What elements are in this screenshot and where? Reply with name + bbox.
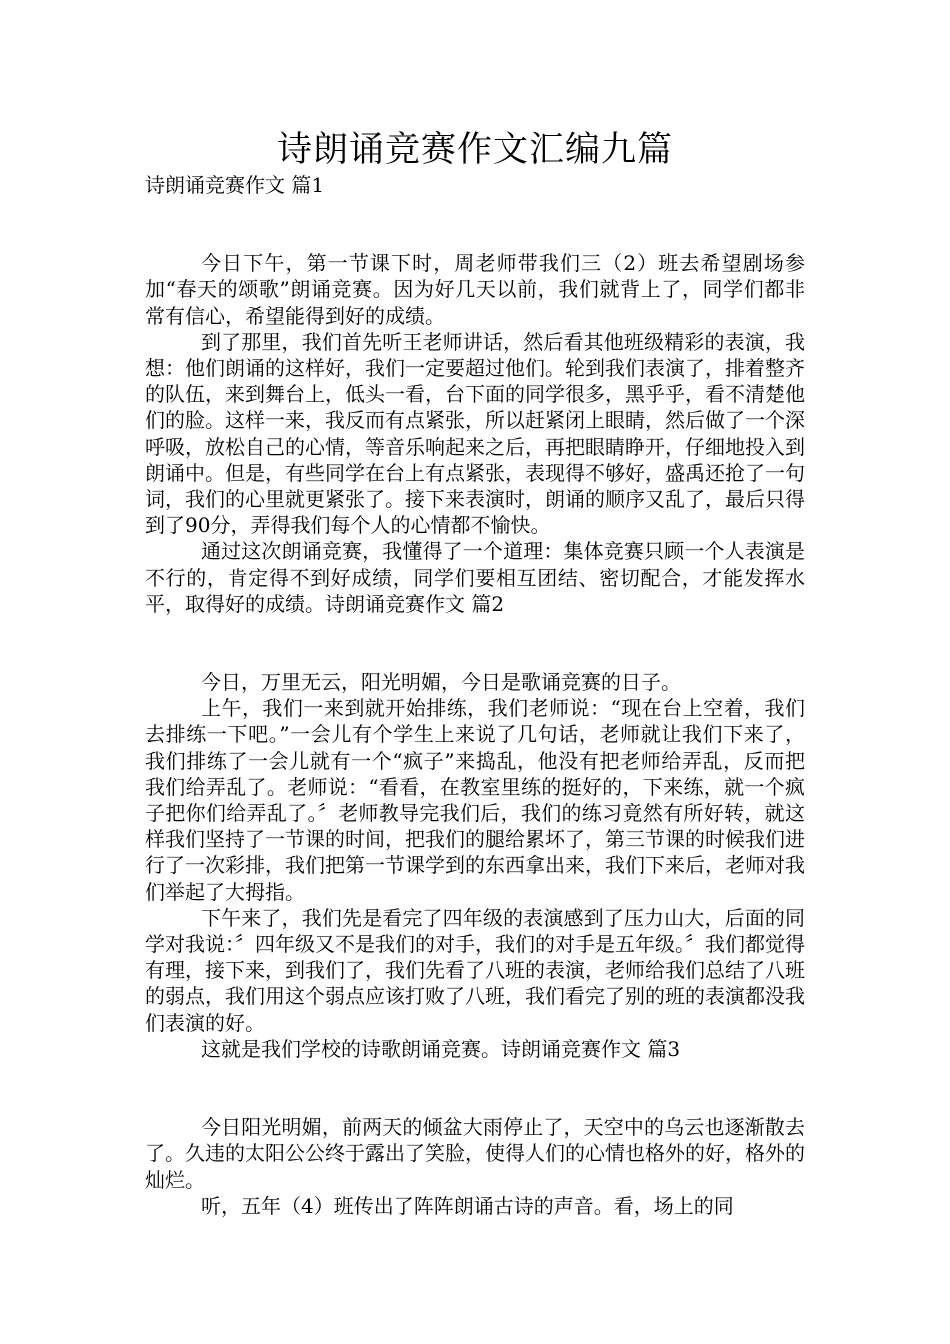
- paragraph-gap: [145, 1062, 805, 1114]
- paragraph: 今日下午，第一节课下时，周老师带我们三（2）班去希望剧场参加“春天的颂歌”朗诵竞赛。因为好几天以前，我们就背上了，同学们都非常有信心，希望能得到好的成绩。: [145, 251, 805, 328]
- paragraph-gap: [145, 198, 805, 250]
- section-heading: 诗朗诵竞赛作文 篇1: [145, 173, 325, 197]
- document-title: 诗朗诵竞赛作文汇编九篇: [276, 130, 673, 170]
- paragraph: 听，五年（4）班传出了阵阵朗诵古诗的声音。看，场上的同: [201, 1193, 734, 1218]
- paragraph: 这就是我们学校的诗歌朗诵竞赛。诗朗诵竞赛作文 篇3: [201, 1036, 681, 1061]
- paragraph: 今日，万里无云，阳光明媚，今日是歌诵竞赛的日子。: [201, 670, 681, 695]
- paragraph: 下午来了，我们先是看完了四年级的表演感到了压力山大，后面的同学对我说：〞四年级又不是我们的对手，我们的对手是五年级。〞我们都觉得有理，接下来，到我们了，我们先看了八班的表演，老师给我们总结了八班的弱点，我们用这个弱点应该打败了八班，我们看完了别的班的表演都没我们表演的好。: [145, 905, 805, 1035]
- paragraph-gap: [145, 617, 805, 669]
- paragraph: 通过这次朗诵竞赛，我懂得了一个道理：集体竞赛只顾一个人表演是不行的，肯定得不到好成绩，同学们要相互团结、密切配合，才能发挥水平，取得好的成绩。诗朗诵竞赛作文 篇2: [145, 539, 805, 616]
- paragraph: 上午，我们一来到就开始排练，我们老师说：“现在台上空着，我们去排练一下吧。”一会儿有个学生上来说了几句话，老师就让我们下来了，我们排练了一会儿就有一个“疯子”来捣乱，他没有把老师给弄乱，反而把我们给弄乱了。老师说：“看看，在教室里练的挺好的，下来练，就一个疯子把你们给弄乱了。〞老师教导完我们后，我们的练习竟然有所好转，就这样我们坚持了一节课的时间，把我们的腿给累坏了，第三节课的时候我们进行了一次彩排，我们把第一节课学到的东西拿出来，我们下来后，老师对我们举起了大拇指。: [145, 696, 805, 904]
- document-body: [145, 172, 805, 1219]
- paragraph: 今日阳光明媚，前两天的倾盆大雨停止了，天空中的乌云也逐渐散去了。久违的太阳公公终于露出了笑脸，使得人们的心情也格外的好，格外的灿烂。: [145, 1115, 805, 1192]
- paragraph: 到了那里，我们首先听王老师讲话，然后看其他班级精彩的表演，我想：他们朗诵的这样好，我们一定要超过他们。轮到我们表演了，排着整齐的队伍，来到舞台上，低头一看，台下面的同学很多，黑乎乎，看不清楚他们的脸。这样一来，我反而有点紧张，所以赶紧闭上眼睛，然后做了一个深呼吸，放松自己的心情，等音乐响起来之后，再把眼睛睁开，仔细地投入到朗诵中。但是，有些同学在台上有点紧张，表现得不够好，盛禹还抢了一句词，我们的心里就更紧张了。接下来表演时，朗诵的顺序又乱了，最后只得到了90分，弄得我们每个人的心情都不愉快。: [145, 329, 805, 538]
